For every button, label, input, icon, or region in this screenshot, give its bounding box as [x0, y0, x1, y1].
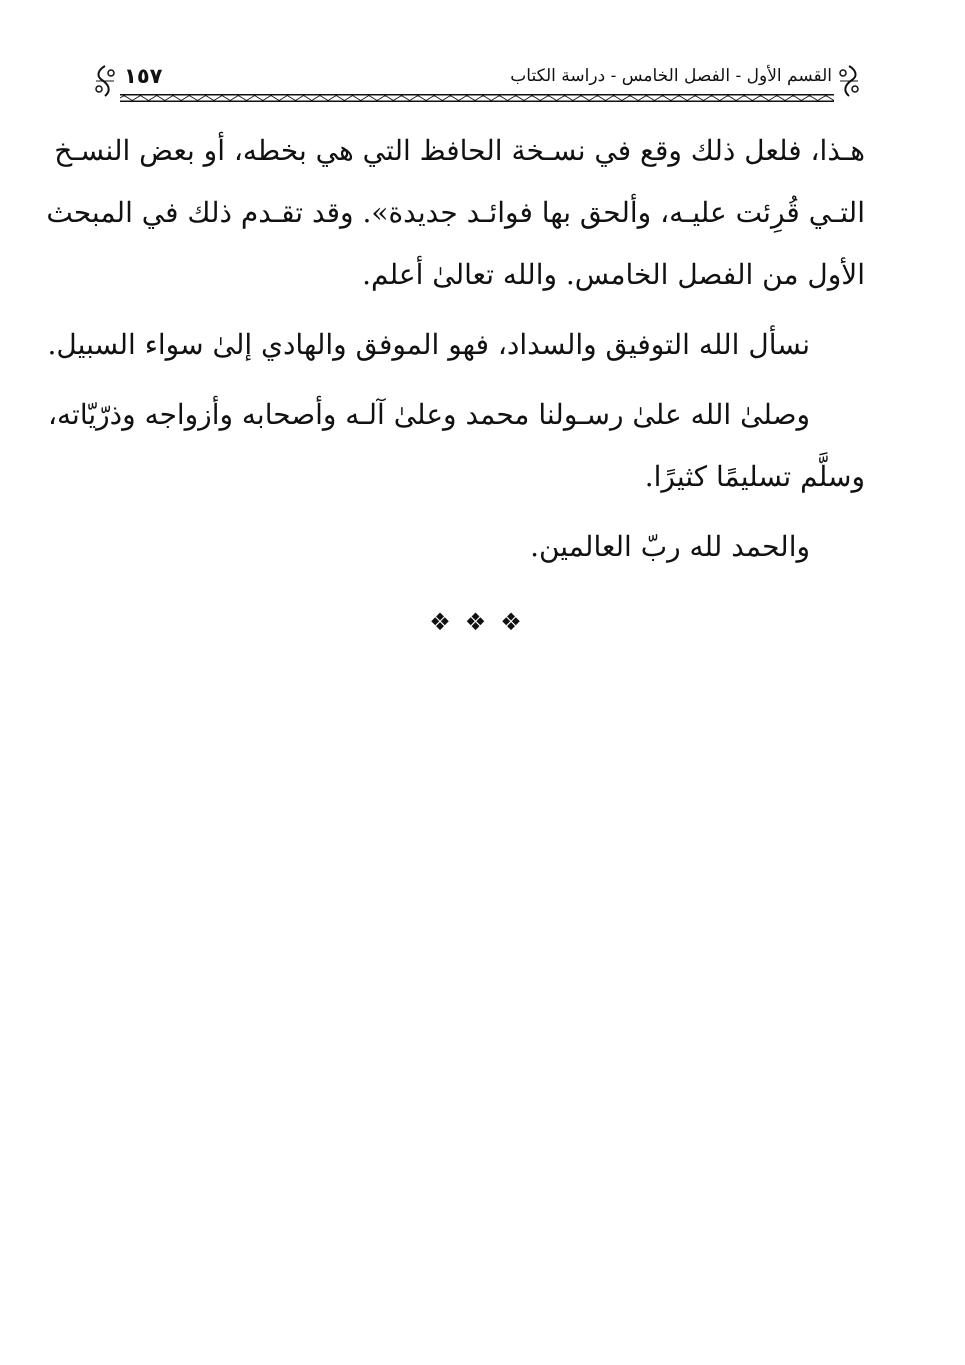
main-text — [46, 120, 865, 578]
text-line: والحمد لله ربّ العالمين. — [530, 530, 810, 563]
paragraph — [96, 516, 865, 578]
text-line: نسأل الله التوفيق والسداد، فهو الموفق والهادي إلىٰ سواء السبيل. — [47, 328, 810, 361]
text-line: وصلىٰ الله علىٰ رسـولنا محمد وعلىٰ آلـه وأصحابه وأزواجه وذرّيّاته، — [47, 398, 810, 431]
paragraph — [47, 314, 865, 376]
header-decorative-rule — [120, 94, 834, 102]
text-line: هـذا، فلعل ذلك وقع في نسـخة الحافظ التي هي بخطه، أو بعض النسـخ — [54, 134, 865, 167]
text-line: الأول من الفصل الخامس. والله تعالىٰ أعلم. — [362, 258, 865, 291]
paragraph — [46, 120, 865, 306]
paragraph — [47, 384, 865, 508]
page-header — [92, 62, 862, 106]
corner-ornament-icon — [836, 64, 862, 98]
text-line: التـي قُرِئت عليـه، وألحق بها فوائـد جديدة». وقد تقـدم ذلك في المبحث — [46, 196, 865, 229]
corner-ornament-icon — [92, 64, 118, 98]
section-end-separator: ❖❖❖ — [429, 608, 536, 636]
text-line: وسلَّم تسليمًا كثيرًا. — [644, 460, 865, 493]
page-number: ١٥٧ — [124, 64, 163, 88]
running-title: القسم الأول - الفصل الخامس - دراسة الكتاب — [510, 66, 832, 86]
